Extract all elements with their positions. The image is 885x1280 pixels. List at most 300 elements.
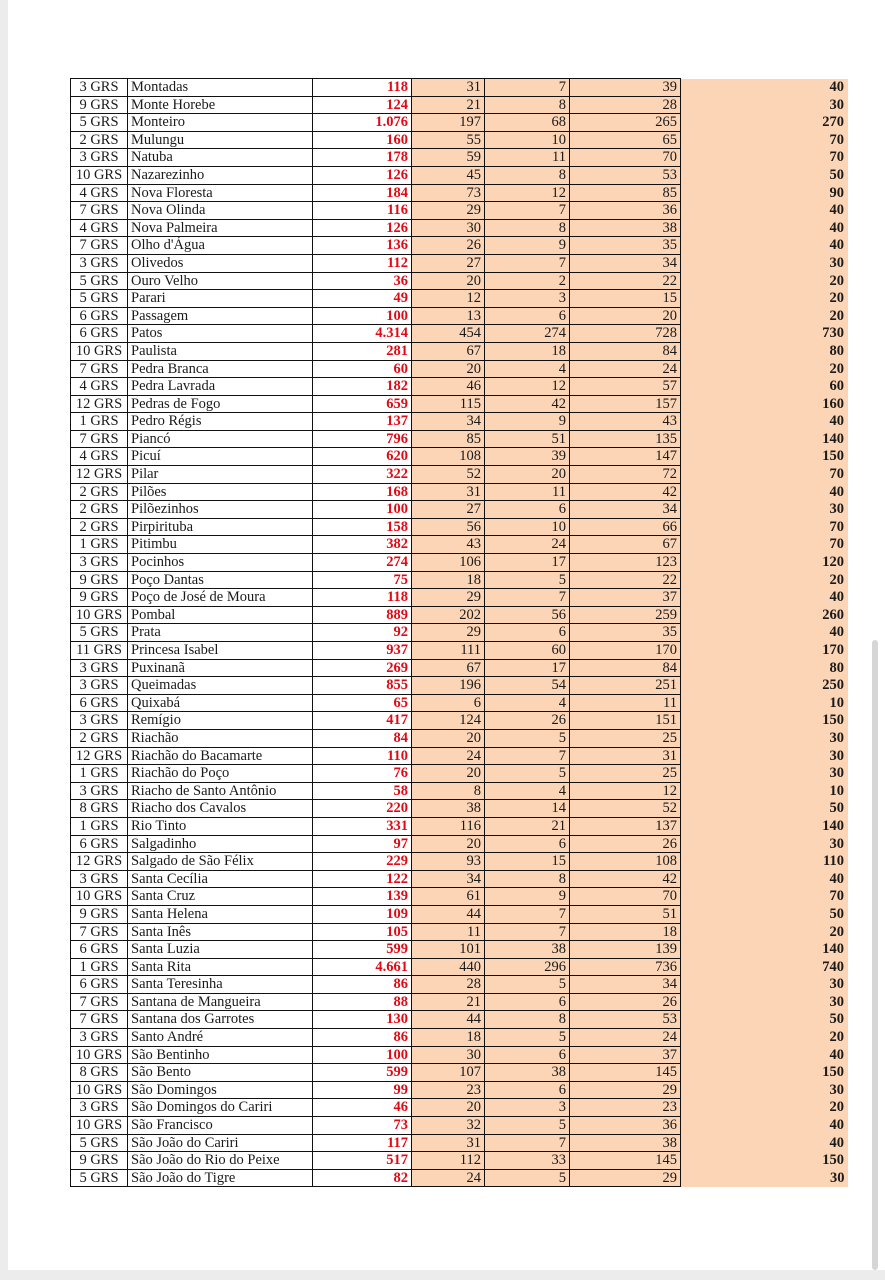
grs-cell: 4 GRS (71, 448, 128, 466)
table-row (71, 589, 848, 607)
total-cell: 30 (681, 501, 848, 519)
col-b-cell: 20 (485, 466, 570, 484)
col-c-cell: 65 (570, 131, 681, 149)
col-c-cell: 34 (570, 976, 681, 994)
total-cell: 140 (681, 430, 848, 448)
table-row (71, 325, 848, 343)
municipality-cell: Monte Horebe (128, 96, 313, 114)
grs-cell: 6 GRS (71, 941, 128, 959)
grs-cell: 10 GRS (71, 1081, 128, 1099)
total-cell: 20 (681, 272, 848, 290)
col-a-cell: 27 (412, 501, 485, 519)
total-cell: 30 (681, 993, 848, 1011)
col-b-cell: 33 (485, 1152, 570, 1170)
table-row (71, 1046, 848, 1064)
total-cell: 60 (681, 378, 848, 396)
municipality-cell: Riachão do Poço (128, 765, 313, 783)
total-cell: 170 (681, 642, 848, 660)
grs-cell: 6 GRS (71, 694, 128, 712)
total-cell: 40 (681, 1117, 848, 1135)
grs-cell: 6 GRS (71, 325, 128, 343)
col-b-cell: 11 (485, 483, 570, 501)
table-row (71, 765, 848, 783)
municipality-cell: São João do Rio do Peixe (128, 1152, 313, 1170)
total-cell: 50 (681, 800, 848, 818)
table-row (71, 149, 848, 167)
total-cell: 10 (681, 694, 848, 712)
col-c-cell: 26 (570, 835, 681, 853)
value-cell: 92 (313, 624, 412, 642)
col-b-cell: 14 (485, 800, 570, 818)
col-b-cell: 12 (485, 378, 570, 396)
col-c-cell: 35 (570, 624, 681, 642)
value-cell: 76 (313, 765, 412, 783)
col-c-cell: 22 (570, 272, 681, 290)
municipality-cell: Riachão do Bacamarte (128, 747, 313, 765)
grs-cell: 2 GRS (71, 518, 128, 536)
grs-cell: 5 GRS (71, 114, 128, 132)
total-cell: 30 (681, 1169, 848, 1187)
col-a-cell: 85 (412, 430, 485, 448)
municipality-cell: Remígio (128, 712, 313, 730)
col-b-cell: 5 (485, 1029, 570, 1047)
col-c-cell: 84 (570, 342, 681, 360)
total-cell: 20 (681, 1029, 848, 1047)
col-a-cell: 93 (412, 853, 485, 871)
col-b-cell: 274 (485, 325, 570, 343)
total-cell: 70 (681, 466, 848, 484)
col-b-cell: 5 (485, 765, 570, 783)
col-c-cell: 67 (570, 536, 681, 554)
grs-cell: 1 GRS (71, 413, 128, 431)
grs-cell: 7 GRS (71, 923, 128, 941)
value-cell: 122 (313, 870, 412, 888)
municipality-cell: Santa Cruz (128, 888, 313, 906)
col-c-cell: 157 (570, 395, 681, 413)
total-cell: 80 (681, 342, 848, 360)
col-c-cell: 25 (570, 765, 681, 783)
col-b-cell: 6 (485, 1081, 570, 1099)
table-row (71, 571, 848, 589)
table-row (71, 79, 848, 97)
table-row (71, 606, 848, 624)
municipality-cell: Pilar (128, 466, 313, 484)
table-row (71, 642, 848, 660)
total-cell: 20 (681, 360, 848, 378)
table-row (71, 430, 848, 448)
municipality-cell: Quixabá (128, 694, 313, 712)
col-c-cell: 36 (570, 202, 681, 220)
total-cell: 20 (681, 923, 848, 941)
table-row (71, 677, 848, 695)
grs-cell: 9 GRS (71, 1152, 128, 1170)
col-c-cell: 26 (570, 993, 681, 1011)
total-cell: 140 (681, 817, 848, 835)
total-cell: 250 (681, 677, 848, 695)
col-b-cell: 18 (485, 342, 570, 360)
col-a-cell: 45 (412, 166, 485, 184)
col-c-cell: 29 (570, 1081, 681, 1099)
col-c-cell: 108 (570, 853, 681, 871)
col-b-cell: 7 (485, 905, 570, 923)
municipality-cell: Paulista (128, 342, 313, 360)
table-row (71, 518, 848, 536)
municipality-cell: Olho d'Água (128, 237, 313, 255)
col-a-cell: 101 (412, 941, 485, 959)
grs-cell: 2 GRS (71, 729, 128, 747)
table-row (71, 501, 848, 519)
total-cell: 150 (681, 1064, 848, 1082)
table-row (71, 1064, 848, 1082)
col-c-cell: 70 (570, 888, 681, 906)
table-row (71, 360, 848, 378)
municipality-cell: Pocinhos (128, 554, 313, 572)
municipality-cell: Queimadas (128, 677, 313, 695)
grs-cell: 3 GRS (71, 677, 128, 695)
col-c-cell: 23 (570, 1099, 681, 1117)
total-cell: 30 (681, 976, 848, 994)
table-row (71, 237, 848, 255)
col-b-cell: 8 (485, 1011, 570, 1029)
col-a-cell: 107 (412, 1064, 485, 1082)
col-c-cell: 53 (570, 1011, 681, 1029)
col-b-cell: 6 (485, 501, 570, 519)
value-cell: 136 (313, 237, 412, 255)
grs-cell: 12 GRS (71, 747, 128, 765)
total-cell: 40 (681, 79, 848, 97)
total-cell: 30 (681, 765, 848, 783)
table-row (71, 958, 848, 976)
value-cell: 126 (313, 166, 412, 184)
col-a-cell: 115 (412, 395, 485, 413)
col-c-cell: 12 (570, 782, 681, 800)
value-cell: 620 (313, 448, 412, 466)
total-cell: 40 (681, 589, 848, 607)
col-b-cell: 4 (485, 360, 570, 378)
col-b-cell: 6 (485, 835, 570, 853)
value-cell: 105 (313, 923, 412, 941)
grs-cell: 5 GRS (71, 290, 128, 308)
col-b-cell: 4 (485, 694, 570, 712)
table-row (71, 1134, 848, 1152)
col-a-cell: 20 (412, 360, 485, 378)
grs-cell: 3 GRS (71, 554, 128, 572)
value-cell: 168 (313, 483, 412, 501)
total-cell: 120 (681, 554, 848, 572)
vertical-scrollbar[interactable] (872, 640, 878, 1270)
total-cell: 10 (681, 782, 848, 800)
total-cell: 40 (681, 219, 848, 237)
grs-cell: 2 GRS (71, 131, 128, 149)
municipality-cell: São Bentinho (128, 1046, 313, 1064)
col-a-cell: 20 (412, 835, 485, 853)
value-cell: 73 (313, 1117, 412, 1135)
col-b-cell: 6 (485, 307, 570, 325)
value-cell: 178 (313, 149, 412, 167)
value-cell: 46 (313, 1099, 412, 1117)
municipality-cell: Parari (128, 290, 313, 308)
total-cell: 740 (681, 958, 848, 976)
table-row (71, 923, 848, 941)
value-cell: 75 (313, 571, 412, 589)
value-cell: 274 (313, 554, 412, 572)
municipality-cell: Santana de Mangueira (128, 993, 313, 1011)
total-cell: 270 (681, 114, 848, 132)
col-c-cell: 170 (570, 642, 681, 660)
municipality-cell: São Domingos (128, 1081, 313, 1099)
municipality-cell: Rio Tinto (128, 817, 313, 835)
col-a-cell: 59 (412, 149, 485, 167)
col-a-cell: 52 (412, 466, 485, 484)
col-a-cell: 29 (412, 589, 485, 607)
grs-cell: 8 GRS (71, 1064, 128, 1082)
municipality-cell: Pombal (128, 606, 313, 624)
municipality-cell: Nova Olinda (128, 202, 313, 220)
grs-cell: 1 GRS (71, 536, 128, 554)
table-row (71, 466, 848, 484)
col-a-cell: 30 (412, 219, 485, 237)
value-cell: 88 (313, 993, 412, 1011)
municipality-cell: Montadas (128, 79, 313, 97)
col-c-cell: 52 (570, 800, 681, 818)
table-row (71, 870, 848, 888)
col-a-cell: 31 (412, 1134, 485, 1152)
col-c-cell: 57 (570, 378, 681, 396)
grs-cell: 6 GRS (71, 976, 128, 994)
grs-cell: 3 GRS (71, 782, 128, 800)
grs-cell: 3 GRS (71, 149, 128, 167)
value-cell: 4.314 (313, 325, 412, 343)
municipality-cell: Santa Luzia (128, 941, 313, 959)
municipality-cell: São Bento (128, 1064, 313, 1082)
table-row (71, 413, 848, 431)
grs-cell: 7 GRS (71, 430, 128, 448)
col-c-cell: 39 (570, 79, 681, 97)
col-c-cell: 151 (570, 712, 681, 730)
col-a-cell: 32 (412, 1117, 485, 1135)
municipality-cell: Nova Floresta (128, 184, 313, 202)
value-cell: 58 (313, 782, 412, 800)
table-row (71, 888, 848, 906)
col-b-cell: 9 (485, 888, 570, 906)
col-b-cell: 4 (485, 782, 570, 800)
municipality-cell: Pedras de Fogo (128, 395, 313, 413)
total-cell: 30 (681, 96, 848, 114)
grs-cell: 9 GRS (71, 589, 128, 607)
col-b-cell: 9 (485, 237, 570, 255)
col-c-cell: 43 (570, 413, 681, 431)
table-row (71, 1011, 848, 1029)
municipality-cell: Santa Teresinha (128, 976, 313, 994)
col-b-cell: 24 (485, 536, 570, 554)
value-cell: 109 (313, 905, 412, 923)
table-row (71, 1029, 848, 1047)
col-b-cell: 15 (485, 853, 570, 871)
municipality-cell: Passagem (128, 307, 313, 325)
col-b-cell: 296 (485, 958, 570, 976)
col-b-cell: 7 (485, 1134, 570, 1152)
value-cell: 124 (313, 96, 412, 114)
table-row (71, 202, 848, 220)
value-cell: 796 (313, 430, 412, 448)
grs-cell: 8 GRS (71, 800, 128, 818)
grs-cell: 7 GRS (71, 993, 128, 1011)
table-row (71, 483, 848, 501)
grs-cell: 9 GRS (71, 571, 128, 589)
col-b-cell: 6 (485, 624, 570, 642)
table-row (71, 941, 848, 959)
total-cell: 30 (681, 747, 848, 765)
value-cell: 99 (313, 1081, 412, 1099)
value-cell: 937 (313, 642, 412, 660)
municipality-cell: Nazarezinho (128, 166, 313, 184)
col-a-cell: 196 (412, 677, 485, 695)
col-b-cell: 5 (485, 1117, 570, 1135)
grs-cell: 10 GRS (71, 1117, 128, 1135)
value-cell: 281 (313, 342, 412, 360)
col-c-cell: 145 (570, 1064, 681, 1082)
total-cell: 50 (681, 905, 848, 923)
col-a-cell: 28 (412, 976, 485, 994)
table-row (71, 993, 848, 1011)
col-b-cell: 7 (485, 202, 570, 220)
col-b-cell: 5 (485, 976, 570, 994)
col-a-cell: 202 (412, 606, 485, 624)
col-a-cell: 197 (412, 114, 485, 132)
value-cell: 1.076 (313, 114, 412, 132)
col-b-cell: 2 (485, 272, 570, 290)
value-cell: 417 (313, 712, 412, 730)
col-a-cell: 34 (412, 413, 485, 431)
total-cell: 150 (681, 1152, 848, 1170)
grs-cell: 10 GRS (71, 606, 128, 624)
col-b-cell: 7 (485, 254, 570, 272)
value-cell: 322 (313, 466, 412, 484)
col-c-cell: 34 (570, 254, 681, 272)
grs-cell: 3 GRS (71, 254, 128, 272)
municipality-cell: Santa Inês (128, 923, 313, 941)
col-b-cell: 39 (485, 448, 570, 466)
col-a-cell: 23 (412, 1081, 485, 1099)
value-cell: 855 (313, 677, 412, 695)
col-c-cell: 147 (570, 448, 681, 466)
col-c-cell: 70 (570, 149, 681, 167)
table-row (71, 800, 848, 818)
total-cell: 40 (681, 202, 848, 220)
table-row (71, 219, 848, 237)
value-cell: 82 (313, 1169, 412, 1187)
col-c-cell: 15 (570, 290, 681, 308)
municipality-cell: Santa Helena (128, 905, 313, 923)
col-c-cell: 135 (570, 430, 681, 448)
col-a-cell: 26 (412, 237, 485, 255)
col-a-cell: 31 (412, 79, 485, 97)
col-b-cell: 56 (485, 606, 570, 624)
table-row (71, 307, 848, 325)
col-c-cell: 145 (570, 1152, 681, 1170)
value-cell: 599 (313, 941, 412, 959)
col-a-cell: 34 (412, 870, 485, 888)
grs-cell: 10 GRS (71, 1046, 128, 1064)
value-cell: 599 (313, 1064, 412, 1082)
col-b-cell: 7 (485, 79, 570, 97)
municipality-cell: Santa Rita (128, 958, 313, 976)
grs-cell: 6 GRS (71, 307, 128, 325)
grs-cell: 5 GRS (71, 1134, 128, 1152)
grs-cell: 10 GRS (71, 342, 128, 360)
table-row (71, 342, 848, 360)
value-cell: 4.661 (313, 958, 412, 976)
grs-cell: 5 GRS (71, 624, 128, 642)
total-cell: 20 (681, 571, 848, 589)
grs-cell: 9 GRS (71, 96, 128, 114)
value-cell: 184 (313, 184, 412, 202)
table-row (71, 448, 848, 466)
total-cell: 70 (681, 518, 848, 536)
municipality-cell: Poço Dantas (128, 571, 313, 589)
municipality-cell: Ouro Velho (128, 272, 313, 290)
col-c-cell: 84 (570, 659, 681, 677)
total-cell: 40 (681, 413, 848, 431)
col-b-cell: 21 (485, 817, 570, 835)
col-c-cell: 38 (570, 219, 681, 237)
col-b-cell: 7 (485, 589, 570, 607)
col-b-cell: 11 (485, 149, 570, 167)
col-b-cell: 8 (485, 219, 570, 237)
col-a-cell: 124 (412, 712, 485, 730)
value-cell: 112 (313, 254, 412, 272)
col-b-cell: 10 (485, 518, 570, 536)
municipality-cell: Santo André (128, 1029, 313, 1047)
value-cell: 118 (313, 79, 412, 97)
value-cell: 229 (313, 853, 412, 871)
grs-cell: 12 GRS (71, 466, 128, 484)
value-cell: 137 (313, 413, 412, 431)
col-a-cell: 27 (412, 254, 485, 272)
table-row (71, 905, 848, 923)
value-cell: 331 (313, 817, 412, 835)
col-a-cell: 18 (412, 571, 485, 589)
col-b-cell: 10 (485, 131, 570, 149)
col-a-cell: 454 (412, 325, 485, 343)
grs-cell: 3 GRS (71, 659, 128, 677)
grs-cell: 7 GRS (71, 1011, 128, 1029)
col-c-cell: 139 (570, 941, 681, 959)
municipality-cell: Mulungu (128, 131, 313, 149)
municipality-cell: São Domingos do Cariri (128, 1099, 313, 1117)
table-row (71, 166, 848, 184)
total-cell: 50 (681, 166, 848, 184)
col-b-cell: 8 (485, 166, 570, 184)
col-b-cell: 9 (485, 413, 570, 431)
grs-cell: 6 GRS (71, 835, 128, 853)
col-a-cell: 67 (412, 659, 485, 677)
table-row (71, 1117, 848, 1135)
col-c-cell: 85 (570, 184, 681, 202)
value-cell: 269 (313, 659, 412, 677)
table-row (71, 729, 848, 747)
col-c-cell: 37 (570, 1046, 681, 1064)
value-cell: 220 (313, 800, 412, 818)
total-cell: 70 (681, 536, 848, 554)
col-a-cell: 38 (412, 800, 485, 818)
col-c-cell: 22 (570, 571, 681, 589)
total-cell: 20 (681, 307, 848, 325)
col-b-cell: 3 (485, 290, 570, 308)
municipality-cell: Poço de José de Moura (128, 589, 313, 607)
col-b-cell: 38 (485, 941, 570, 959)
col-c-cell: 265 (570, 114, 681, 132)
